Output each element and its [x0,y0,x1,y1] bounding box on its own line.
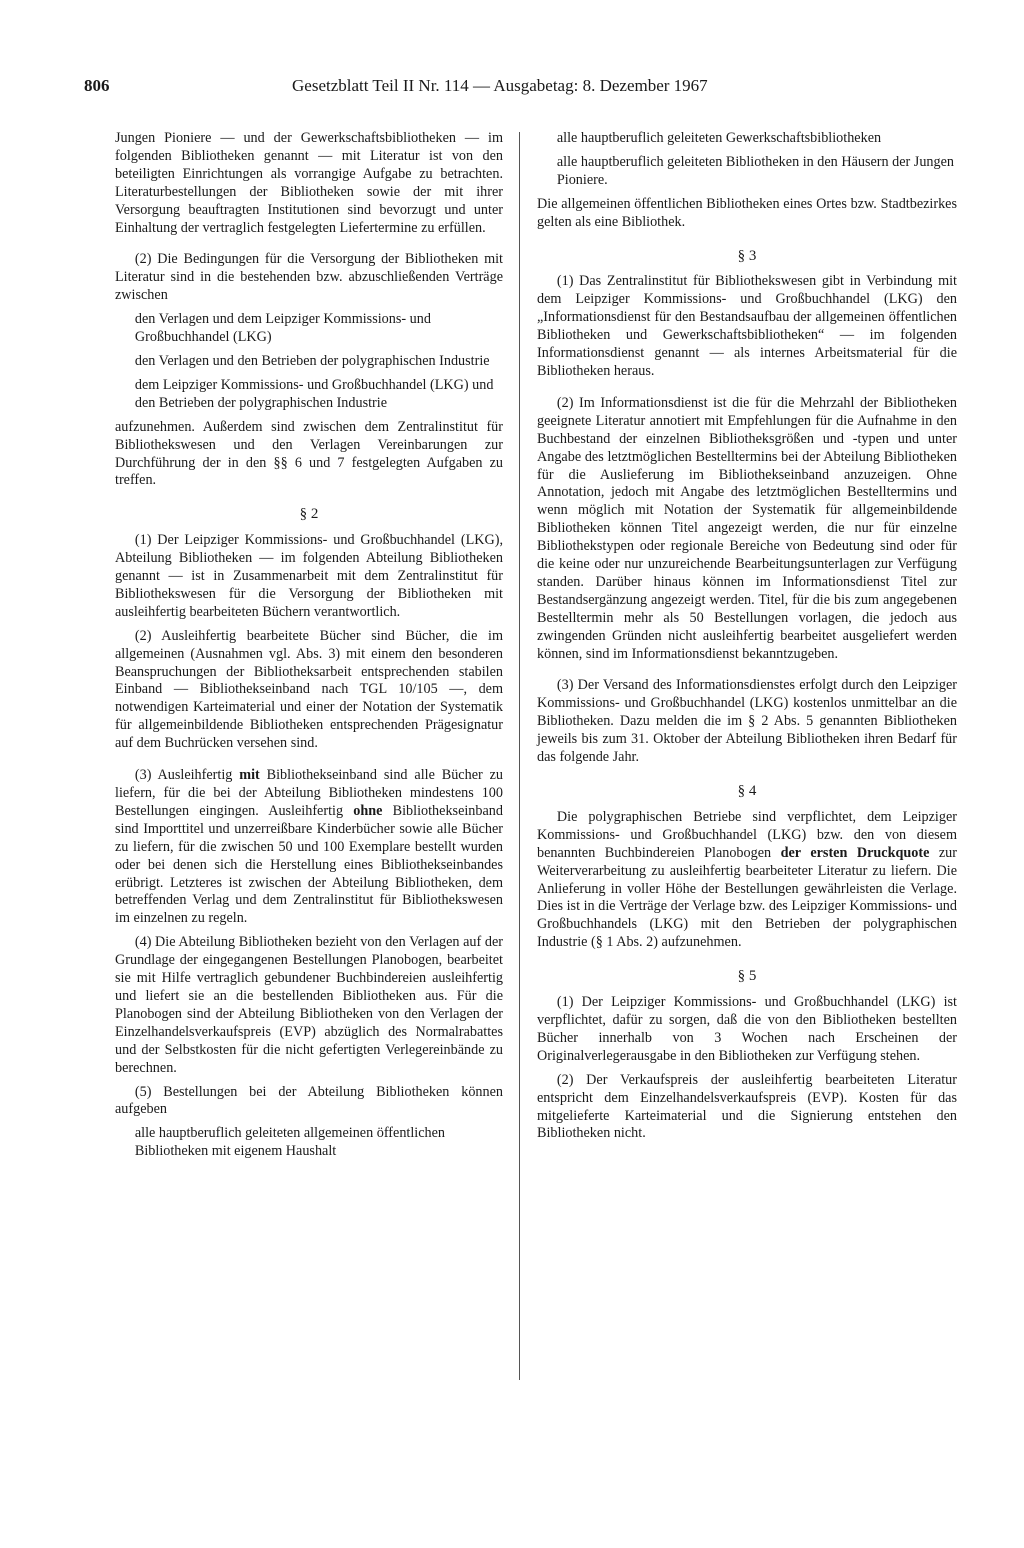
section-heading-5: § 5 [737,968,757,985]
column-divider [519,132,520,1380]
list-item: alle hauptberuflich geleiteten Bibliotheken in den Häusern der Jungen Pioniere. [556,153,954,188]
right-column [537,130,957,1149]
page-number: 806 [84,76,110,95]
list-item: alle hauptberuflich geleiteten Gewerkschaftsbibliotheken [556,130,882,146]
paragraph-3-1: (1) Das Zentralinstitut für Bibliothekswesen gibt in Verbindung mit dem Leipziger Kommissions- und Großbuchhandel (LKG) den „Informationsdienst für den Bestandsaufbau der allgemeinen öffentlichen Bibliotheken und Gewerkschaftsbibliotheken“ — im folgenden Informationsdienst genannt — als internes Arbeitsmaterial für die Bibliotheken heraus. [537,273,957,379]
paragraph-4 [537,809,957,952]
paragraph-3-3: (3) Der Versand des Informationsdienstes erfolgt durch den Leipziger Kommissions- und Großbuchhandel (LKG) kostenlos unmittelbar an die Bibliotheken. Dazu melden die im § 2 Abs. 5 genannten Bibliotheken jeweils bis zum 31. Oktober der Abteilung Bibliotheken ihren Bedarf für das folgende Jahr. [537,677,957,766]
text-run: Bibliothekseinband sind Importtitel und unzerreißbare Kinderbücher sowie alle Bücher zu liefern, für die zwischen 50 und 100 Exemplare bestellt wurden oder bei denen sich die Herstellung eines Bibliothekseinbandes erübrigt. Letzteres ist zwischen der Abteilung Bibliotheken, dem betreffenden Verlag und dem Zentralinstitut für Bibliothekswesen im einzelnen zu regeln. [115,802,503,927]
paragraph-5-2: (2) Der Verkaufspreis der ausleihfertig bearbeiteten Literatur entspricht dem Einzelhandelsverkaufspreis (EVP). Kosten für das mitgelieferte Karteimaterial und die Signierung entstehen den Bibliotheken nicht. [537,1071,957,1142]
list-item: den Verlagen und dem Leipziger Kommissions- und Großbuchhandel (LKG) [134,311,431,346]
paragraph-2-5-end: Die allgemeinen öffentlichen Bibliotheken eines Ortes bzw. Stadtbezirkes gelten als eine Bibliothek. [537,195,957,230]
paragraph-5-1: (1) Der Leipziger Kommissions- und Großbuchhandel (LKG) ist verpflichtet, dafür zu sorgen, daß die von den Bibliotheken bestellten Bücher innerhalb von 3 Wochen nach Erscheinen der Originalverlegerausgabe in den Bibliotheken zur Verfügung stehen. [537,994,957,1064]
paragraph-2-3 [115,767,503,928]
paragraph-continuation: Jungen Pioniere — und der Gewerkschaftsbibliotheken — im folgenden Bibliotheken genannt — mit Literatur ist von den beteiligten Einrichtungen als vorrangige Aufgabe zu betrachten. Literaturbestellungen der Bibliotheken sowie der mit ihrer Versorgung beauftragten Institutionen sind bevorzugt und unter Einhaltung der vertraglich festgelegten Liefertermine zu erfüllen. [115,130,503,236]
section-heading-4: § 4 [737,783,757,799]
paragraph-2-4: (4) Die Abteilung Bibliotheken bezieht von den Verlagen auf der Grundlage der eingegangenen Bestellungen Planobogen, bearbeitet sie mit Hilfe vertraglich gebundener Buchbindereien ausleihfertig und liefert sie an die bestellenden Bibliotheken aus. Für die Planobogen sind der Abteilung Bibliotheken von den Verlagen der Einzelhandelsverkaufspreis (EVP) abzüglich des Normalrabattes und der Selbstkosten für die nicht gefertigten Verlegereinbände zu berechnen. [115,934,503,1076]
paragraph-1-2-end: aufzunehmen. Außerdem sind zwischen dem Zentralinstitut für Bibliothekswesen und den Verlagen Vereinbarungen zur Durchführung der in den §§ 6 und 7 festgelegten Aufgaben zu treffen. [115,418,503,489]
emphasis-text: der ersten Druckquote [780,844,930,861]
left-column [115,130,503,1167]
list-item: alle hauptberuflich geleiteten allgemeinen öffentlichen Bibliotheken mit eigenem Haushalt [134,1125,446,1160]
paragraph-1-2: (2) Die Bedingungen für die Versorgung der Bibliotheken mit Literatur sind in die bestehenden bzw. abzuschließenden Verträge zwischen [115,251,503,304]
page-header [84,76,774,102]
emphasis-text: ohne [353,802,383,819]
text-run: (3) Ausleihfertig [134,767,240,784]
running-title: Gesetzblatt Teil II Nr. 114 — Ausgabetag: 8. Dezember 1967 [292,76,708,95]
list-item: den Verlagen und den Betrieben der polygraphischen Industrie [134,352,490,369]
paragraph-2-5: (5) Bestellungen bei der Abteilung Bibliotheken können aufgeben [115,1083,503,1118]
paragraph-3-2: (2) Im Informationsdienst ist die für die Mehrzahl der Bibliotheken geeignete Literatur annotiert mit Empfehlungen für die Aufnahme in den Buchbestand der einzelnen Bibliotheksgrößen und -typen und unter Angabe des letztmöglichen Bestelltermins bei der Abteilung Bibliotheken für die Auslieferung im Bibliothekseinband anzuzeigen. Ohne Annotation, jedoch mit Angabe des letztmöglichen Bestelltermins und wenn möglich mit Notation der Systematik für allgemeinbildende Bibliotheken können Titel angezeigt werden, die nur für einzelne Bibliothekstypen oder regionale Bereiche von Bedeutung sind oder für die keine oder nur unzureichende Bearbeitungsunterlagen zur Verfügung standen. Darüber hinaus können im Informationsdienst Titel zur Bestandsergänzung angezeigt werden. Titel, für die bis zum angegebenen Bestelltermin mehr als 50 Bestellungen vorlagen, die jedoch aus zwingenden Gründen nicht ausleihfertig bearbeitet ausgeliefert werden können, sind im Informationsdienst bekanntzugeben. [537,394,957,662]
text-run: Die polygraphischen Betriebe sind verpflichtet, dem Leipziger Kommissions- und Großbuchhandel (LKG) bzw. den von diesem benannten Buchbindereien Planobogen [537,808,957,861]
text-run: zur Weiterverarbeitung zu ausleihfertig bearbeiteter Literatur zu liefern. Die Anlieferung in voller Höhe der Bestellungen gewährleisten die Verlage. Dies ist in die Verträge der Verlage bzw. des Leipziger Kommissions- und Großbuchhandels (LKG) mit den Betrieben der polygraphischen Industrie (§ 1 Abs. 2) aufzunehmen. [537,844,957,951]
list-item: dem Leipziger Kommissions- und Großbuchhandel (LKG) und den Betrieben der polygraphischen Industrie [134,376,494,411]
section-heading-2: § 2 [299,506,319,523]
paragraph-2-1: (1) Der Leipziger Kommissions- und Großbuchhandel (LKG), Abteilung Bibliotheken — im folgenden Abteilung Bibliotheken genannt — ist in Zusammenarbeit mit dem Zentralinstitut für Bibliothekswesen für die Versorgung der Bibliotheken mit ausleihfertig bearbeiteten Büchern verantwortlich. [115,532,503,620]
paragraph-2-2: (2) Ausleihfertig bearbeitete Bücher sind Bücher, die im allgemeinen (Ausnahmen vgl. Abs. 3) mit einem den besonderen Beanspruchungen der Bibliotheksarbeit entsprechenden stabilen Einband — Bibliothekseinband nach TGL 10/105 —, dem notwendigen Karteimaterial und einer der Notation der Systematik für allgemeinbildende Bibliotheken entsprechenden Prägesignatur auf dem Buchrücken versehen sind. [115,627,503,752]
emphasis-text: mit [239,767,260,784]
text-run: Bibliothekseinband sind alle Bücher zu liefern, für die bei der Abteilung Bibliotheken mindestens 100 Bestellungen eingingen. Ausleihfertig [115,767,503,819]
section-heading-3: § 3 [737,247,757,264]
